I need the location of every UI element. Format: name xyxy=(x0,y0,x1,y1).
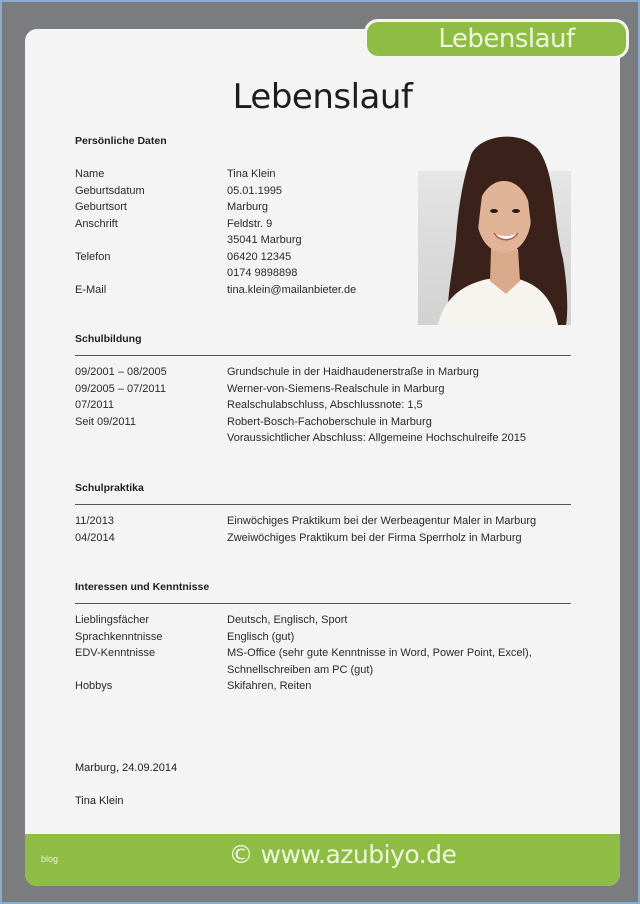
row-value: Voraussichtlicher Abschluss: Allgemeine Hochschulreife 2015 xyxy=(227,432,526,444)
row-value: Englisch (gut) xyxy=(227,630,295,643)
row-value: 05.01.1995 xyxy=(227,184,283,197)
portrait-icon xyxy=(418,129,571,325)
row-label: Name xyxy=(75,168,105,180)
row-label: Lieblingsfächer xyxy=(75,614,149,626)
skills-row xyxy=(75,645,571,661)
row-value: 0174 9898898 xyxy=(227,267,298,279)
row-label: Anschrift xyxy=(75,217,118,230)
row-value: Schnellschreiben am PC (gut) xyxy=(227,663,374,676)
row-label: 09/2001 – 08/2005 xyxy=(75,366,167,378)
section-divider xyxy=(75,504,571,505)
skills-row xyxy=(75,662,571,678)
row-value: Realschulabschluss, Abschlussnote: 1,5 xyxy=(227,399,423,411)
row-label: Seit 09/2011 xyxy=(75,415,136,428)
row-value: Tina Klein xyxy=(227,168,276,180)
row-label: E-Mail xyxy=(75,283,107,296)
header-tab-label: Lebenslauf xyxy=(364,19,629,59)
row-value: Marburg xyxy=(227,201,268,213)
skills-row xyxy=(75,612,571,628)
section-heading-personal: Persönliche Daten xyxy=(75,135,167,147)
education-row xyxy=(75,381,571,397)
row-label: 11/2013 xyxy=(75,515,114,527)
row-label: Telefon xyxy=(75,250,111,263)
place-date: Marburg, 24.09.2014 xyxy=(75,762,178,774)
education-row xyxy=(75,364,571,380)
row-label: Hobbys xyxy=(75,680,113,692)
page-title: Lebenslauf xyxy=(232,77,413,117)
skills-row xyxy=(75,678,571,694)
row-value: 35041 Marburg xyxy=(227,234,302,246)
row-value: tina.klein@mailanbieter.de xyxy=(227,283,357,296)
education-row xyxy=(75,397,571,413)
row-value: Einwöchiges Praktikum bei der Werbeagentur Maler in Marburg xyxy=(227,515,537,527)
copyright-url: © www.azubiyo.de xyxy=(228,840,457,869)
row-value: Deutsch, Englisch, Sport xyxy=(227,614,348,626)
footer-banner xyxy=(25,834,620,886)
education-row xyxy=(75,414,571,430)
row-label: Geburtsort xyxy=(75,201,127,213)
row-value: Werner-von-Siemens-Realschule in Marburg xyxy=(227,382,445,395)
blog-label: blog xyxy=(41,854,59,864)
row-value: Feldstr. 9 xyxy=(227,217,273,230)
portrait-photo xyxy=(418,129,571,325)
section-divider xyxy=(75,355,571,356)
row-label: Sprachkenntnisse xyxy=(75,630,163,643)
row-value: Skifahren, Reiten xyxy=(227,680,312,692)
row-value: 06420 12345 xyxy=(227,250,292,263)
signature-name: Tina Klein xyxy=(75,795,124,807)
section-heading-skills: Interessen und Kenntnisse xyxy=(75,581,210,593)
row-value: Robert-Bosch-Fachoberschule in Marburg xyxy=(227,415,432,428)
row-label: 07/2011 xyxy=(75,399,114,411)
education-row xyxy=(75,430,571,446)
row-value: Zweiwöchiges Praktikum bei der Firma Sperrholz in Marburg xyxy=(227,531,522,544)
row-value: Grundschule in der Haidhaudenerstraße in Marburg xyxy=(227,366,479,378)
row-label: 04/2014 xyxy=(75,531,115,544)
row-label: Geburtsdatum xyxy=(75,184,145,197)
section-heading-internships: Schulpraktika xyxy=(75,482,144,494)
internship-row xyxy=(75,530,571,546)
row-label: 09/2005 – 07/2011 xyxy=(75,382,166,395)
row-label: EDV-Kenntnisse xyxy=(75,647,156,659)
section-heading-education: Schulbildung xyxy=(75,333,142,345)
cv-page xyxy=(25,29,620,886)
internship-row xyxy=(75,513,571,529)
section-divider xyxy=(75,603,571,604)
skills-row xyxy=(75,629,571,645)
row-value: MS-Office (sehr gute Kenntnisse in Word, Power Point, Excel), xyxy=(227,647,532,659)
